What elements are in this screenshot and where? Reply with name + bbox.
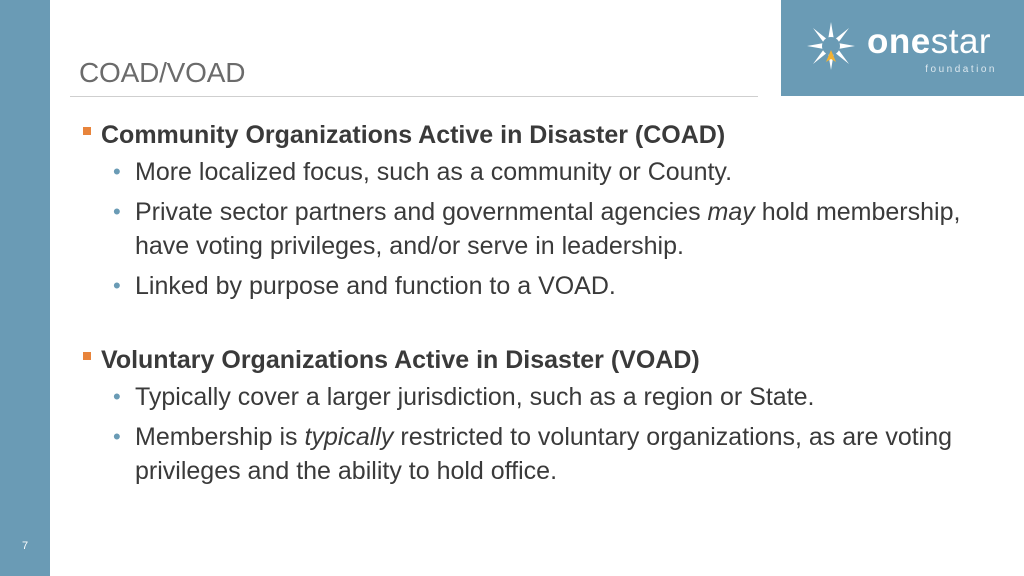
section-voad bbox=[80, 343, 980, 488]
section-coad bbox=[80, 118, 980, 303]
list-item bbox=[80, 269, 980, 303]
logo-wordmark bbox=[867, 22, 991, 62]
onestar-logo bbox=[781, 0, 1024, 96]
item-text-part: Linked by purpose and function to a VOAD. bbox=[135, 272, 616, 300]
logo-subtitle: foundation bbox=[925, 64, 997, 75]
item-text-part: restricted to voluntary organizations, as are voting privileges and the ability to hold office. bbox=[135, 423, 953, 485]
item-text bbox=[135, 380, 965, 414]
bullet-list bbox=[80, 380, 980, 488]
list-item bbox=[80, 195, 980, 263]
bullet-list bbox=[80, 155, 980, 303]
dot-bullet-icon: • bbox=[113, 159, 121, 184]
item-text-part: hold membership, have voting privileges, and/or serve in leadership. bbox=[135, 198, 961, 260]
item-text-part: More localized focus, such as a community or County. bbox=[135, 158, 733, 186]
square-bullet-icon bbox=[83, 352, 91, 360]
item-text bbox=[135, 269, 965, 303]
left-accent-bar bbox=[0, 0, 50, 576]
dot-bullet-icon: • bbox=[113, 199, 121, 224]
heading-text: Community Organizations Active in Disaster (COAD) bbox=[101, 121, 726, 149]
item-text bbox=[135, 155, 965, 189]
square-bullet-icon bbox=[83, 127, 91, 135]
item-text bbox=[135, 420, 965, 488]
logo-word-bold: one bbox=[867, 22, 931, 61]
dot-bullet-icon: • bbox=[113, 384, 121, 409]
item-text-part: Typically cover a larger jurisdiction, such as a region or State. bbox=[135, 383, 815, 411]
dot-bullet-icon: • bbox=[113, 424, 121, 449]
item-text-part: Private sector partners and governmental agencies bbox=[135, 198, 708, 226]
list-item bbox=[80, 155, 980, 189]
slide-content bbox=[80, 118, 980, 488]
section-heading bbox=[80, 118, 980, 152]
heading-text: Voluntary Organizations Active in Disaster (VOAD) bbox=[101, 346, 700, 374]
item-emphasis: may bbox=[707, 198, 755, 226]
item-text bbox=[135, 195, 965, 263]
item-text-part: Membership is bbox=[135, 423, 305, 451]
dot-bullet-icon: • bbox=[113, 273, 121, 298]
list-item bbox=[80, 380, 980, 414]
star-burst-icon bbox=[805, 20, 857, 72]
item-emphasis: typically bbox=[304, 423, 394, 451]
slide-title: COAD/VOAD bbox=[79, 57, 246, 88]
list-item bbox=[80, 420, 980, 488]
section-heading bbox=[80, 343, 980, 377]
logo-word-light: star bbox=[930, 22, 992, 61]
page-number: 7 bbox=[21, 540, 29, 552]
title-divider bbox=[70, 96, 758, 97]
